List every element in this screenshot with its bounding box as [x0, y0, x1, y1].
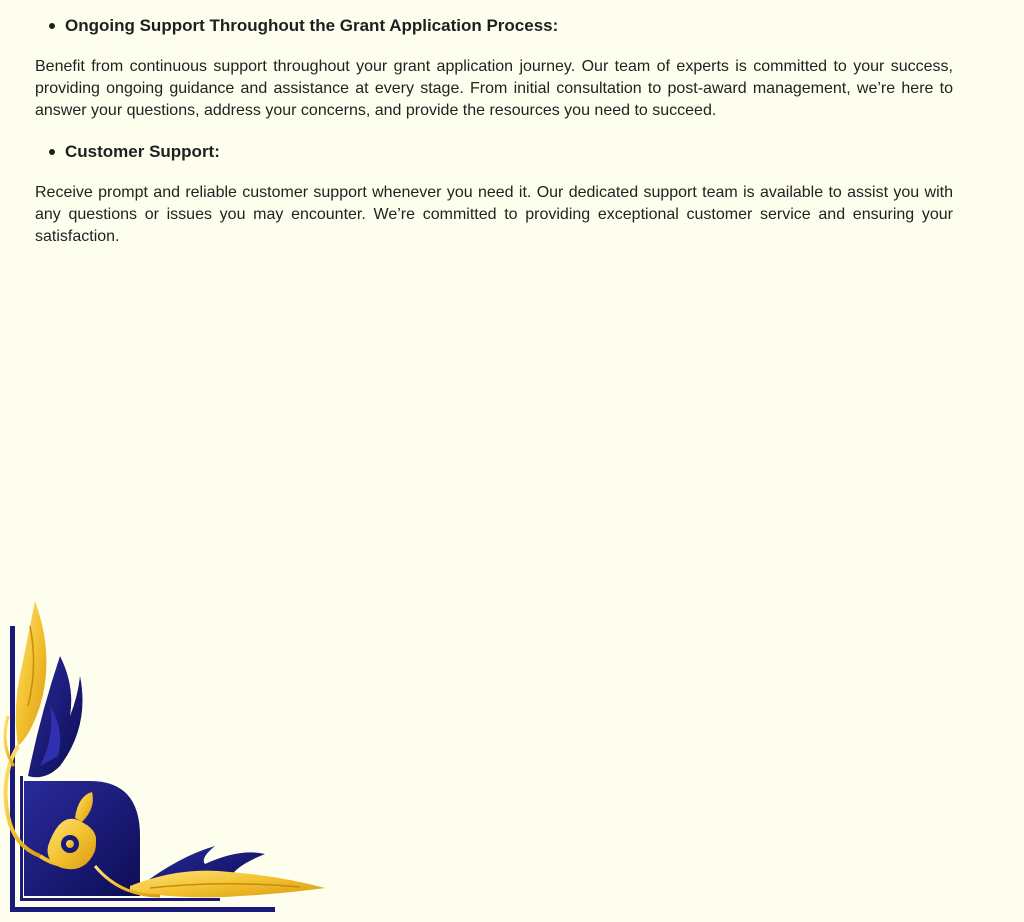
- section-paragraph-customer-support: Receive prompt and reliable customer support whenever you need it. Our dedicated support team is available to assist you with any questions or issues you may encounter. We’re committed to providing exceptional customer service and ensuring your satisfaction.: [35, 184, 953, 245]
- section-paragraph-ongoing-support: Benefit from continuous support throughout your grant application journey. Our team of experts is committed to your success, providing ongoing guidance and assistance at every stage. From initial consultation to post-award management, we’re here to answer your questions, address your concerns, and provide the resources you need to succeed.: [35, 58, 953, 119]
- corner-flourish-ornament-icon: [0, 596, 330, 922]
- bullet-icon: [49, 149, 55, 155]
- section-heading-customer-support: [49, 138, 953, 166]
- section-heading-text: Customer Support:: [65, 142, 220, 161]
- section-heading-text: Ongoing Support Throughout the Grant Application Process:: [65, 16, 559, 35]
- document-content: [35, 12, 953, 264]
- section-heading-ongoing-support: [49, 12, 953, 40]
- bullet-icon: [49, 23, 55, 29]
